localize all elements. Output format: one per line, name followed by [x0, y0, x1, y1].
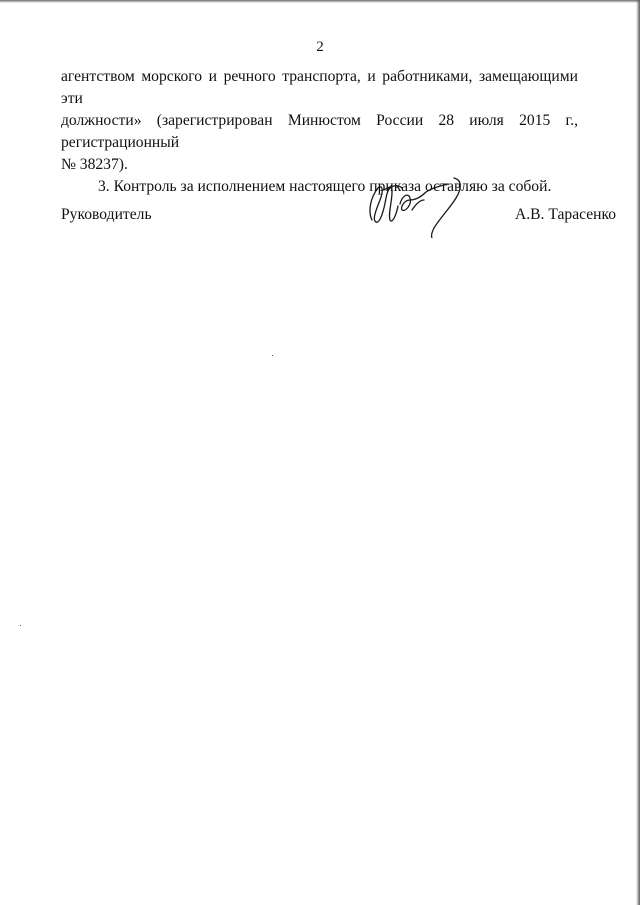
scan-speck: [272, 355, 273, 356]
body-line-1: агентством морского и речного транспорта, и работниками, замещающими эти: [61, 68, 578, 107]
scan-edge-right: [636, 0, 640, 905]
body-line-3: № 38237).: [61, 156, 128, 173]
handwritten-signature: [362, 170, 472, 238]
document-body: [61, 66, 578, 198]
signatory-name: А.В. Тарасенко: [515, 206, 617, 223]
scan-edge-top: [0, 0, 640, 3]
body-line-2: должности» (зарегистрирован Минюстом России 28 июля 2015 г., регистрационный: [61, 112, 578, 151]
signatory-title: Руководитель: [61, 206, 152, 223]
page-number: 2: [316, 39, 324, 55]
scan-speck: [20, 625, 21, 626]
item-3-paragraph: 3. Контроль за исполнением настоящего приказа оставляю за собой.: [98, 178, 552, 195]
